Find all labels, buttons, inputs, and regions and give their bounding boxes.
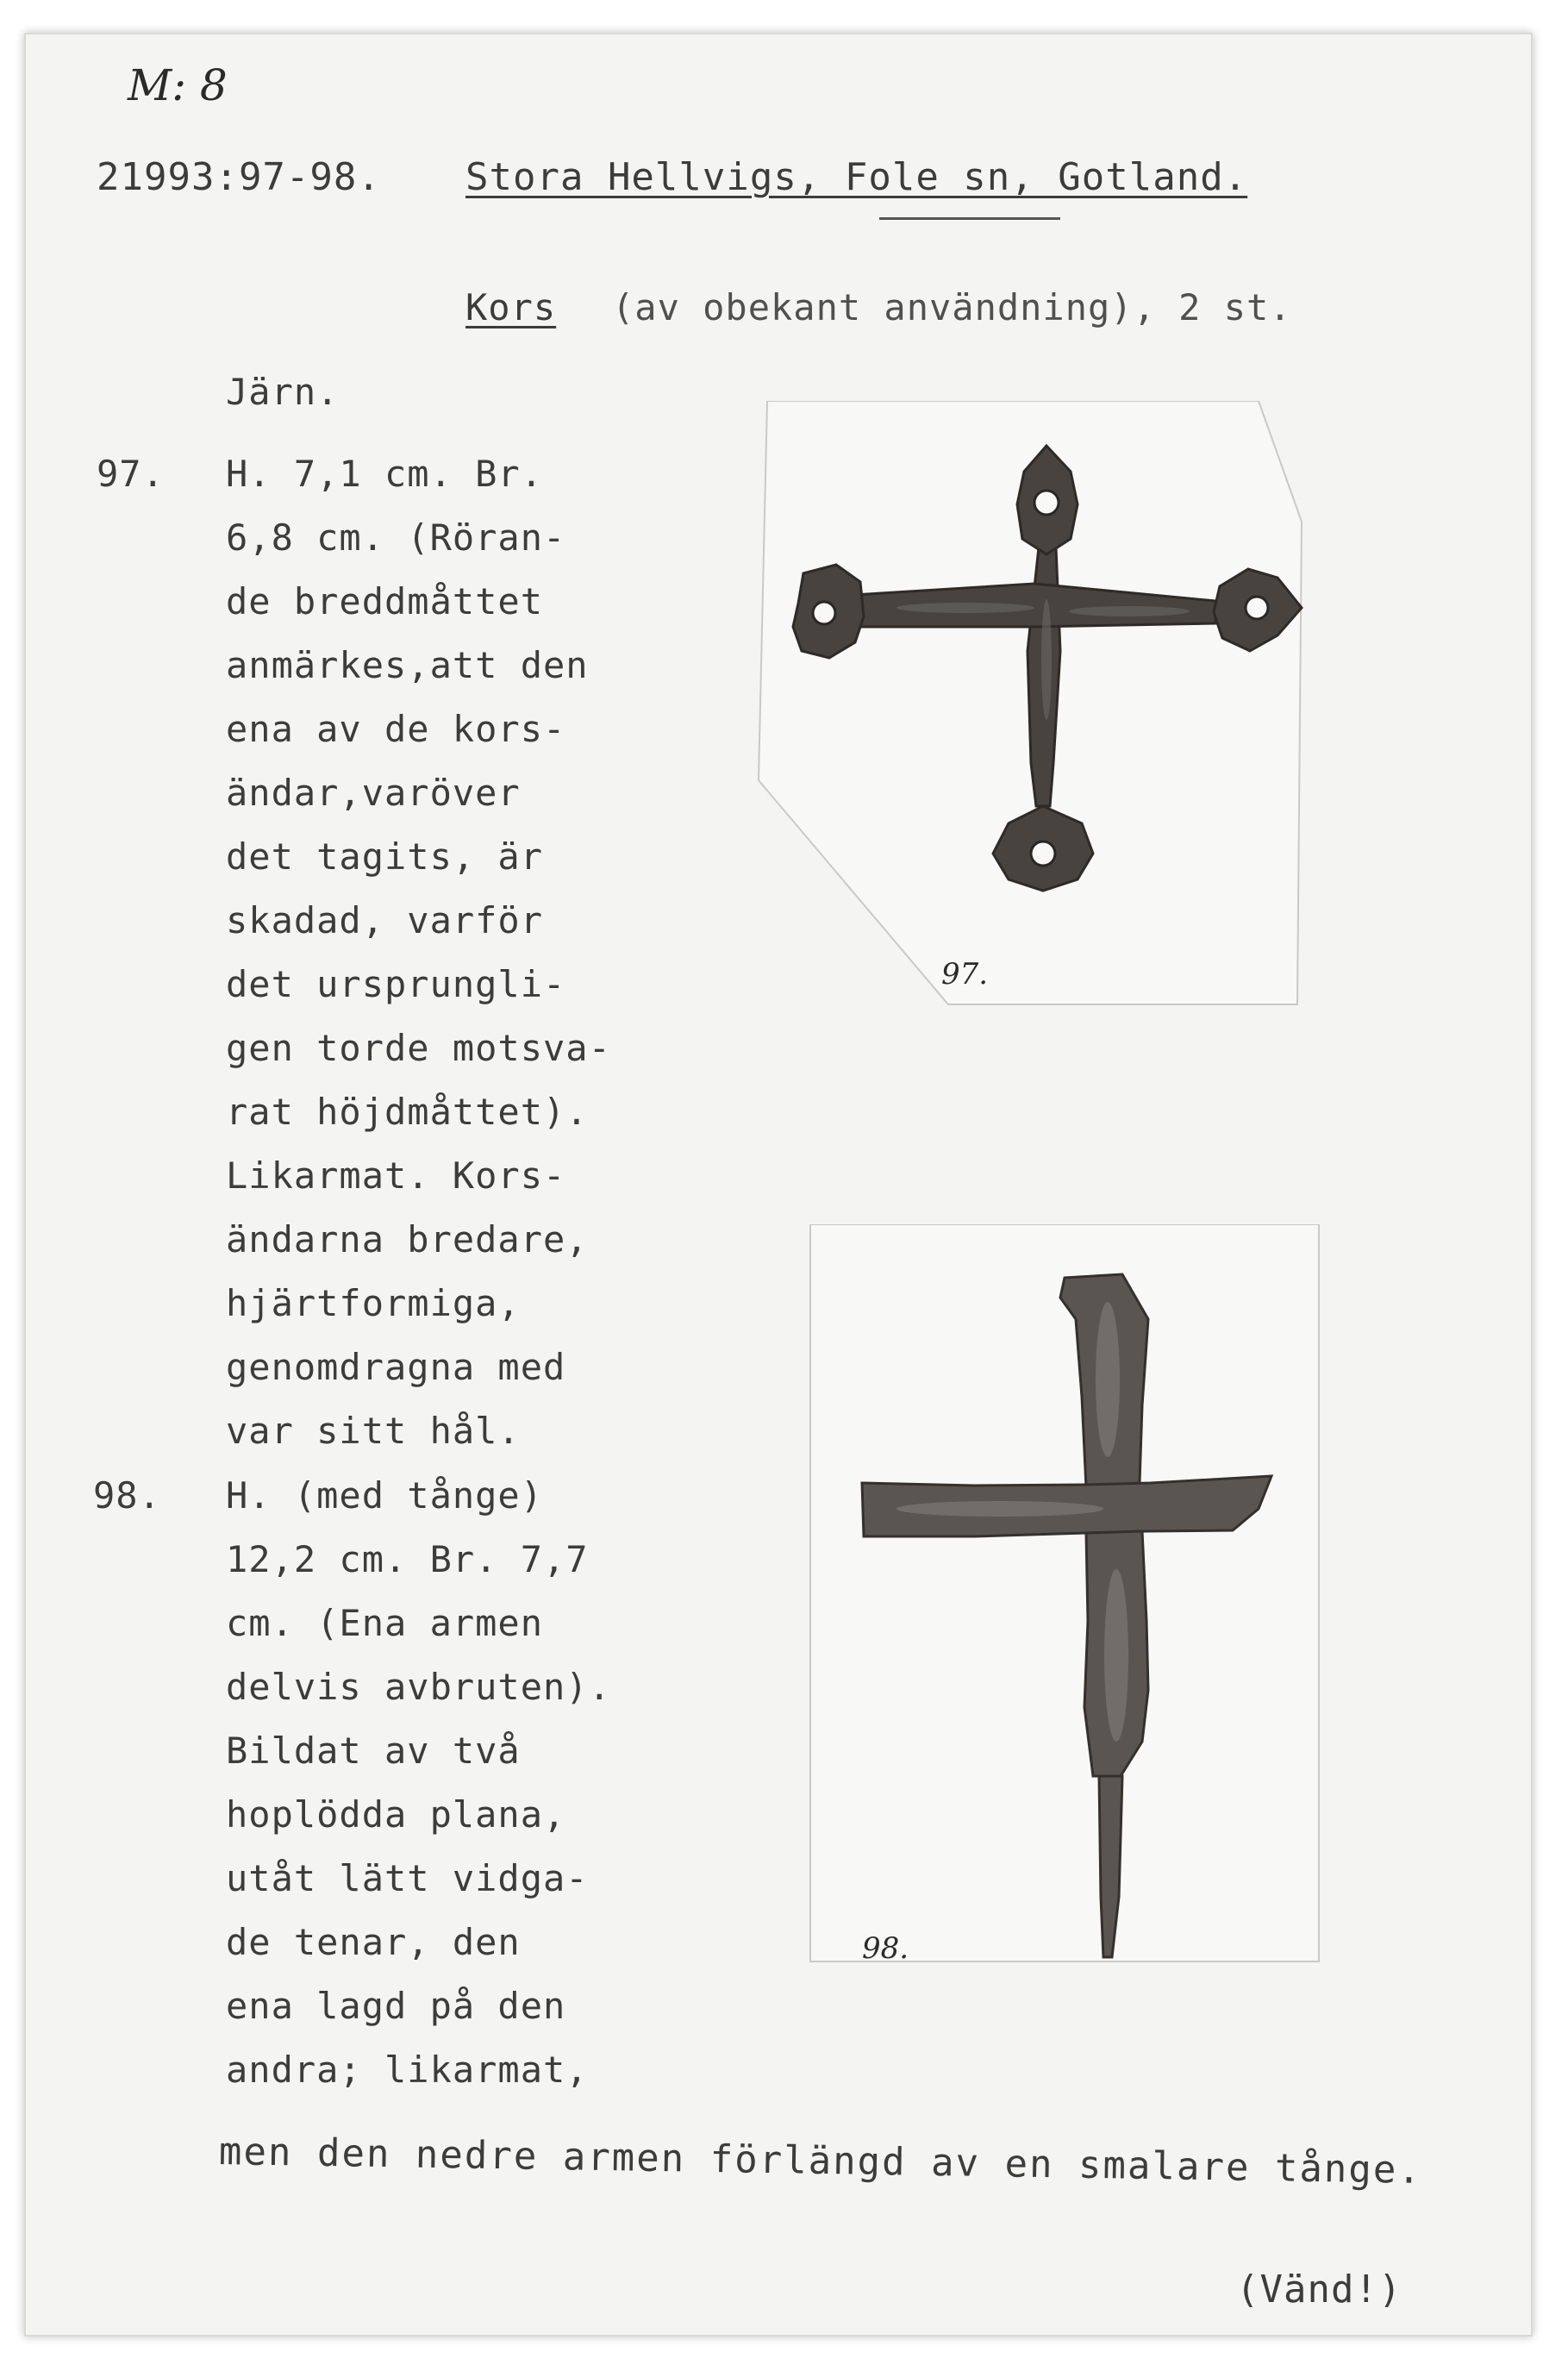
object-description: (av obekant användning), 2 st. bbox=[612, 286, 1292, 328]
location-extra-underline bbox=[879, 217, 1060, 220]
entry-line: delvis avbruten). bbox=[226, 1666, 611, 1708]
entry-line: Likarmat. Kors- bbox=[226, 1154, 566, 1197]
photo-cross-97 bbox=[750, 401, 1336, 1056]
catalog-number: 21993:97-98. bbox=[97, 155, 381, 199]
entry-line: de breddmåttet bbox=[226, 580, 544, 622]
entry-98-tail-line: men den nedre armen förlängd av en smalare tånge. bbox=[218, 2130, 1423, 2193]
material: Järn. bbox=[226, 371, 340, 413]
entry-line: hoplödda plana, bbox=[226, 1793, 566, 1836]
entry-line: 6,8 cm. (Röran- bbox=[226, 516, 566, 559]
entry-line: det ursprungli- bbox=[226, 963, 566, 1005]
entry-line: 12,2 cm. Br. 7,7 bbox=[226, 1538, 589, 1580]
find-location: Stora Hellvigs, Fole sn, Gotland. bbox=[465, 155, 1248, 199]
sheet-mark: M: 8 bbox=[128, 60, 228, 110]
photo-label-97: 97. bbox=[941, 957, 989, 992]
entry-line: utåt lätt vidga- bbox=[226, 1857, 589, 1899]
photo-cross-98 bbox=[802, 1224, 1327, 1966]
catalog-card bbox=[24, 33, 1533, 2337]
object-name: Kors bbox=[465, 286, 557, 328]
entry-line: ena av de kors- bbox=[226, 708, 566, 750]
entry-line: de tenar, den bbox=[226, 1921, 521, 1963]
turn-over-note: (Vänd!) bbox=[1236, 2268, 1402, 2312]
entry-line: var sitt hål. bbox=[226, 1410, 521, 1452]
cross-98-image bbox=[802, 1224, 1327, 1966]
entry-line: H. 7,1 cm. Br. bbox=[226, 453, 544, 495]
entry-line: rat höjdmåttet). bbox=[226, 1091, 589, 1133]
entry-line: ena lagd på den bbox=[226, 1985, 566, 2027]
photo-label-98: 98. bbox=[862, 1931, 909, 1966]
entry-line: anmärkes,att den bbox=[226, 644, 589, 686]
entry-line: Bildat av två bbox=[226, 1730, 521, 1772]
entry-97-number: 97. bbox=[97, 453, 165, 495]
entry-line: hjärtformiga, bbox=[226, 1282, 521, 1324]
entry-line: skadad, varför bbox=[226, 899, 544, 942]
entry-98-number: 98. bbox=[93, 1474, 161, 1517]
entry-line: H. (med tånge) bbox=[226, 1474, 544, 1517]
entry-line: andra; likarmat, bbox=[226, 2049, 589, 2091]
entry-line: ändar,varöver bbox=[226, 772, 521, 814]
entry-line: genomdragna med bbox=[226, 1346, 566, 1388]
entry-line: det tagits, är bbox=[226, 835, 544, 878]
entry-line: gen torde motsva- bbox=[226, 1027, 611, 1069]
cross-97-image bbox=[750, 401, 1336, 1056]
entry-line: ändarna bredare, bbox=[226, 1218, 589, 1261]
entry-line: cm. (Ena armen bbox=[226, 1602, 544, 1644]
